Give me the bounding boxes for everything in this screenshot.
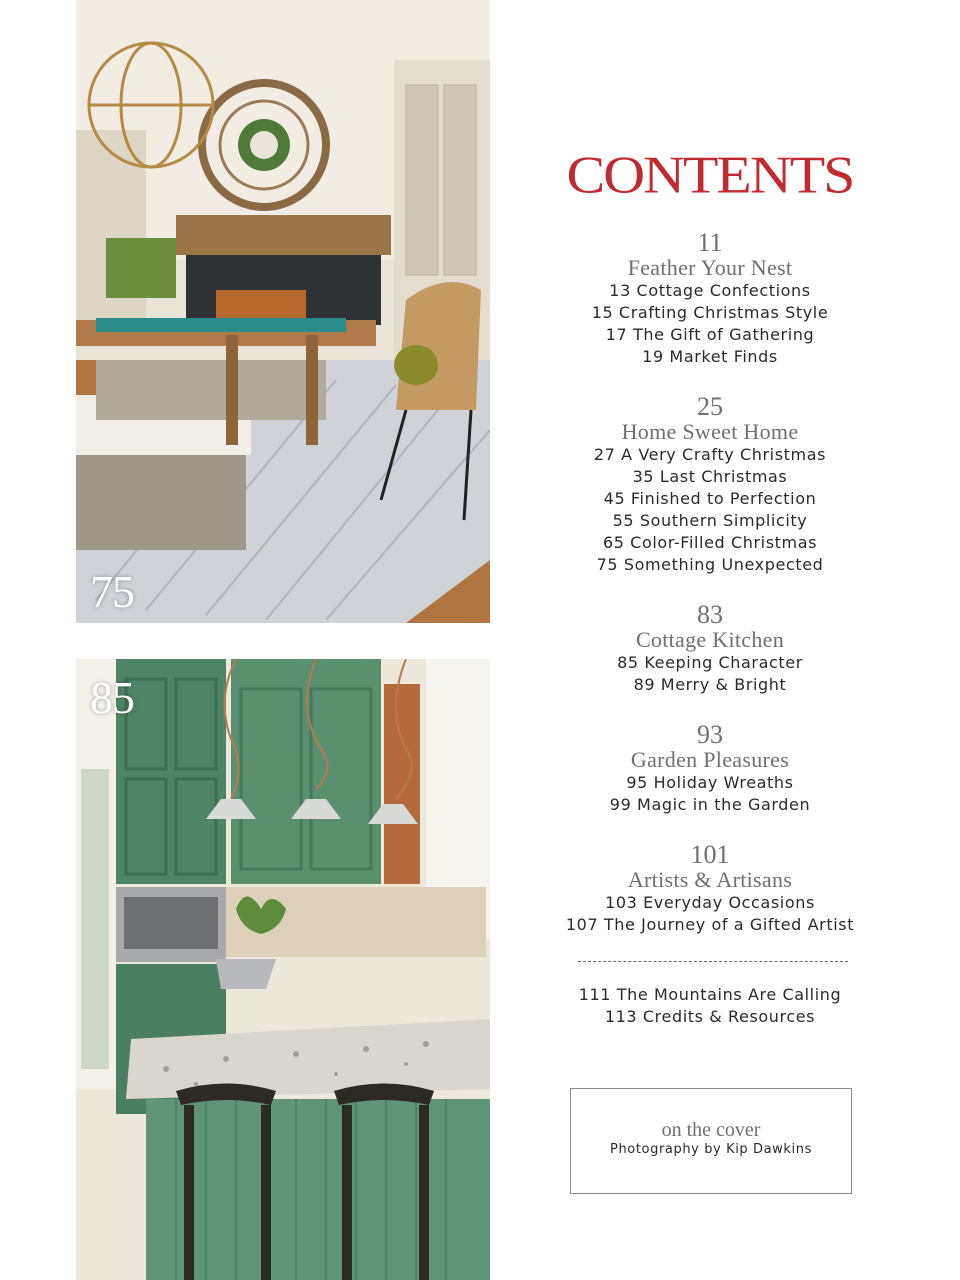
dashed-divider xyxy=(578,961,848,962)
section-title: Feather Your Nest xyxy=(627,255,793,280)
toc-entry[interactable]: 35 Last Christmas xyxy=(632,467,788,486)
toc-entry[interactable]: 15 Crafting Christmas Style xyxy=(591,303,829,322)
toc-entry[interactable]: 89 Merry & Bright xyxy=(633,675,787,694)
section-page-number: 93 xyxy=(697,720,723,749)
cover-credit-box xyxy=(570,1088,852,1194)
toc-entry[interactable]: 17 The Gift of Gathering xyxy=(605,325,815,344)
section-title: Garden Pleasures xyxy=(630,747,790,772)
toc-entry[interactable]: 45 Finished to Perfection xyxy=(603,489,817,508)
toc-section xyxy=(540,842,880,936)
toc-entry[interactable]: 113 Credits & Resources xyxy=(604,1007,816,1026)
dining-room-illustration xyxy=(76,0,490,623)
photo-page-number: 75 xyxy=(90,566,134,617)
toc-entry[interactable]: 19 Market Finds xyxy=(642,347,778,366)
section-page-number: 25 xyxy=(697,392,723,421)
section-page-number: 83 xyxy=(697,600,723,629)
photo-green-kitchen xyxy=(76,659,490,1280)
toc-entry[interactable]: 95 Holiday Wreaths xyxy=(626,773,794,792)
toc-entry[interactable]: 103 Everyday Occasions xyxy=(605,893,815,912)
toc-entry[interactable]: 111 The Mountains Are Calling xyxy=(578,985,842,1004)
toc-section xyxy=(540,602,880,696)
toc-section xyxy=(540,722,880,816)
photo-page-number: 85 xyxy=(90,672,134,723)
cover-photo-credit: Photography by Kip Dawkins xyxy=(610,1142,812,1157)
toc-section xyxy=(540,230,880,368)
toc-entry[interactable]: 75 Something Unexpected xyxy=(596,555,824,574)
toc-entry[interactable]: 85 Keeping Character xyxy=(617,653,803,672)
cover-label: on the cover xyxy=(661,1119,761,1141)
toc-entry[interactable]: 13 Cottage Confections xyxy=(609,281,811,300)
kitchen-illustration xyxy=(76,659,490,1280)
section-page-number: 101 xyxy=(690,840,730,869)
section-title: Artists & Artisans xyxy=(627,867,793,892)
toc-entry[interactable]: 107 The Journey of a Gifted Artist xyxy=(565,915,855,934)
toc-entry[interactable]: 65 Color-Filled Christmas xyxy=(602,533,818,552)
photo-dining-room xyxy=(76,0,490,623)
section-title: Home Sweet Home xyxy=(621,419,799,444)
page-title: CONTENTS xyxy=(566,144,854,205)
section-page-number: 11 xyxy=(697,228,723,257)
toc-extra-entries xyxy=(540,984,880,1028)
section-title: Cottage Kitchen xyxy=(635,627,785,652)
toc-entry[interactable]: 99 Magic in the Garden xyxy=(609,795,811,814)
toc-section xyxy=(540,394,880,576)
toc-entry[interactable]: 27 A Very Crafty Christmas xyxy=(593,445,827,464)
toc-entry[interactable]: 55 Southern Simplicity xyxy=(612,511,808,530)
